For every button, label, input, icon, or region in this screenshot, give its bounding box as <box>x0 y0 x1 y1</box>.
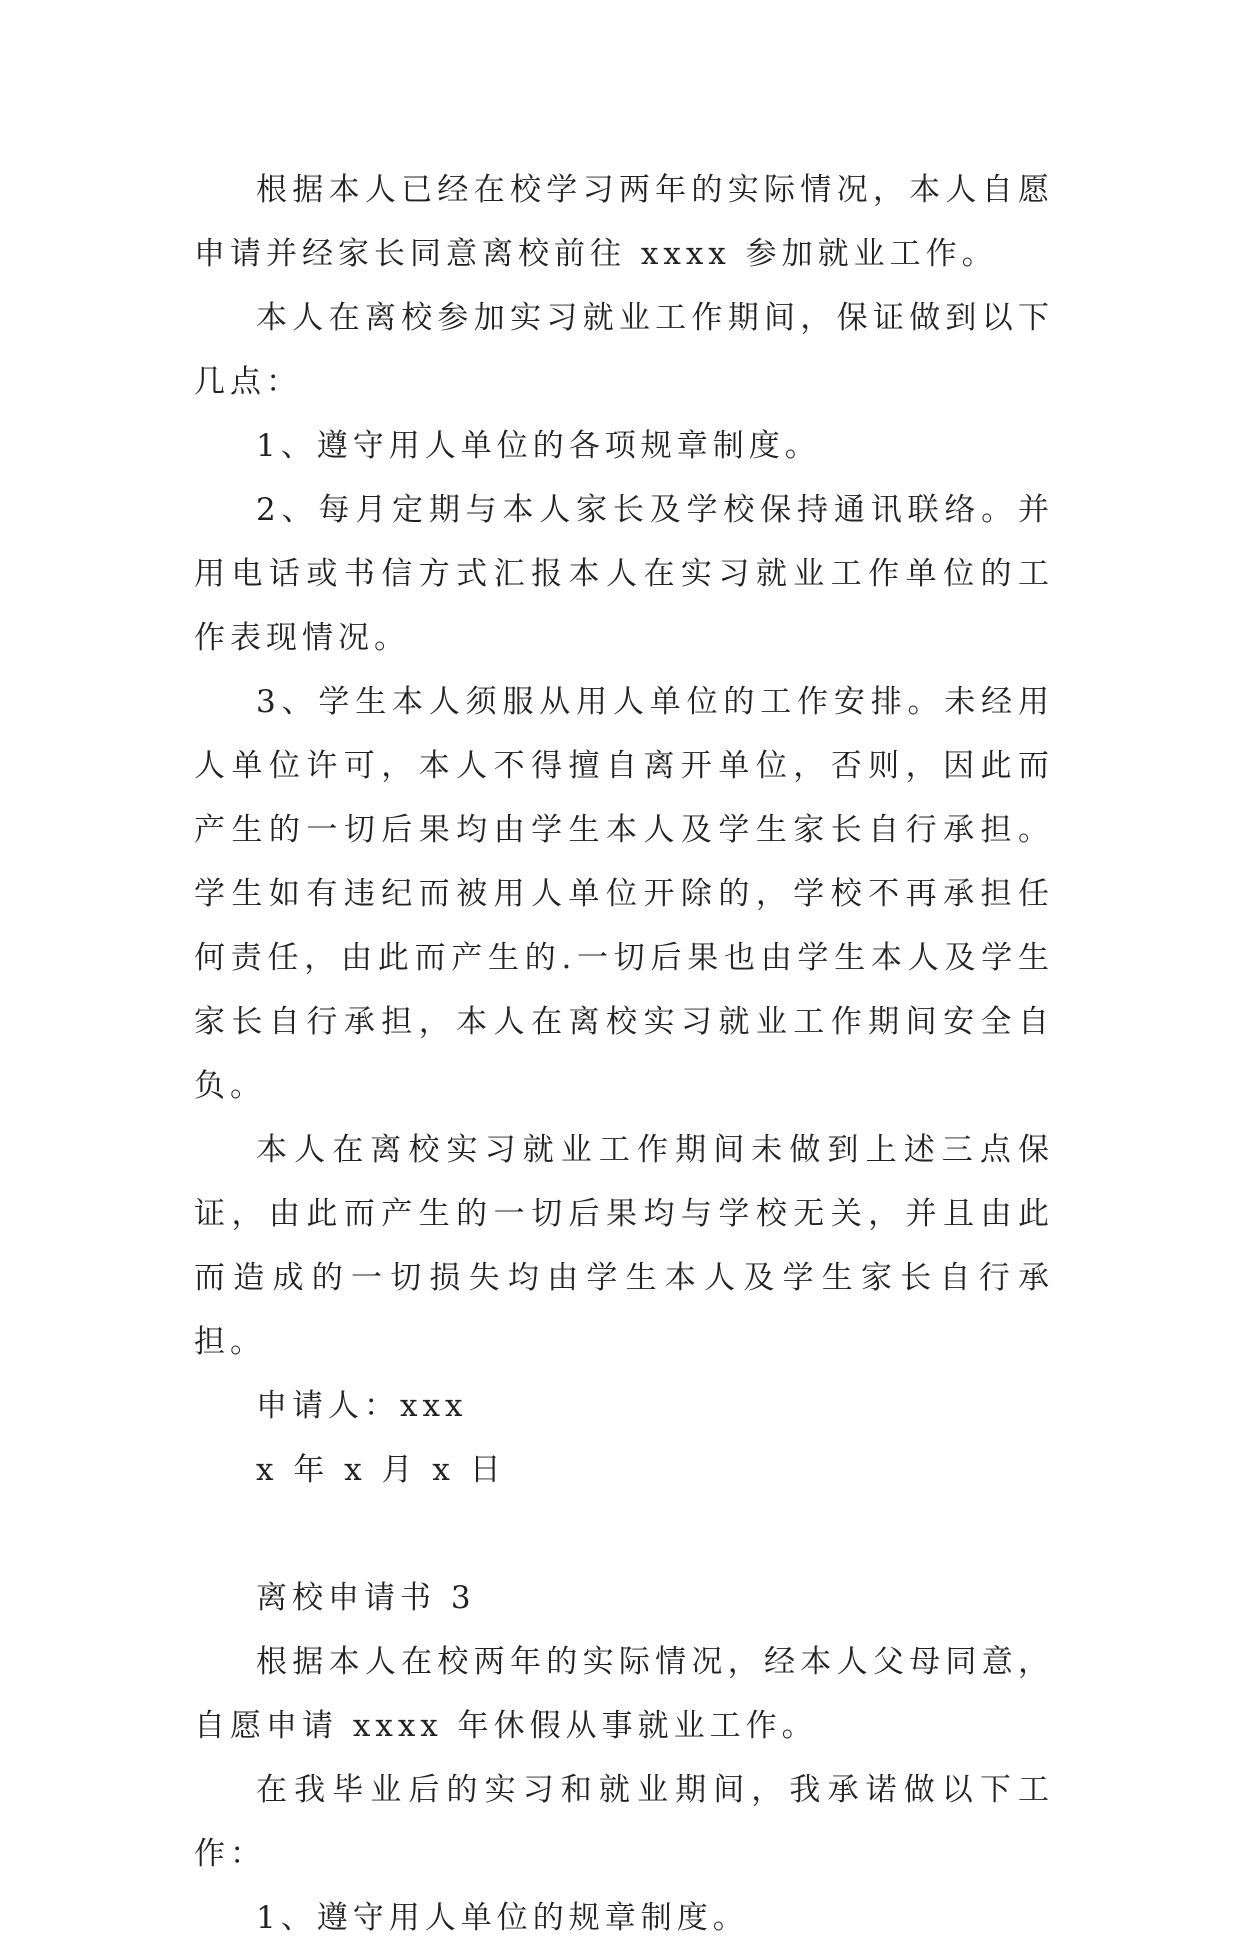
paragraph-commitment-lead: 在我毕业后的实习和就业期间，我承诺做以下工作： <box>194 1772 1054 1872</box>
paragraph-liability: 本人在离校实习就业工作期间未做到上述三点保证，由此而产生的一切后果均与学校无关，并且由此而造成的一切损失均由学生本人及学生家长自行承担。 <box>194 1132 1054 1360</box>
applicant-line: 申请人：xxx <box>256 1388 468 1424</box>
section-title: 离校申请书 3 <box>256 1580 476 1616</box>
paragraph-point-2: 2、每月定期与本人家长及学校保持通讯联络。并用电话或书信方式汇报本人在实习就业工作单位的工作表现情况。 <box>194 492 1054 656</box>
paragraph-point-3: 3、学生本人须服从用人单位的工作安排。未经用人单位许可，本人不得擅自离开单位，否则，因此而产生的一切后果均由学生本人及学生家长自行承担。学生如有违纪而被用人单位开除的，学校不再承担任何责任，由此而产生的.一切后果也由学生本人及学生家长自行承担，本人在离校实习就业工作期间安全自负。 <box>194 684 1054 1104</box>
section-gap <box>194 1502 1054 1566</box>
document-page <box>194 158 1054 1950</box>
paragraph-intro: 根据本人已经在校学习两年的实际情况，本人自愿申请并经家长同意离校前往 xxxx 参加就业工作。 <box>194 172 1054 272</box>
paragraph-point-1-b: 1、遵守用人单位的规章制度。 <box>256 1900 749 1936</box>
date-line: x 年 x 月 x 日 <box>256 1452 506 1488</box>
paragraph-guarantee-lead: 本人在离校参加实习就业工作期间，保证做到以下几点： <box>194 300 1054 400</box>
paragraph-intro-2: 根据本人在校两年的实际情况，经本人父母同意，自愿申请 xxxx 年休假从事就业工作。 <box>194 1644 1054 1744</box>
paragraph-point-1: 1、遵守用人单位的各项规章制度。 <box>256 428 821 464</box>
